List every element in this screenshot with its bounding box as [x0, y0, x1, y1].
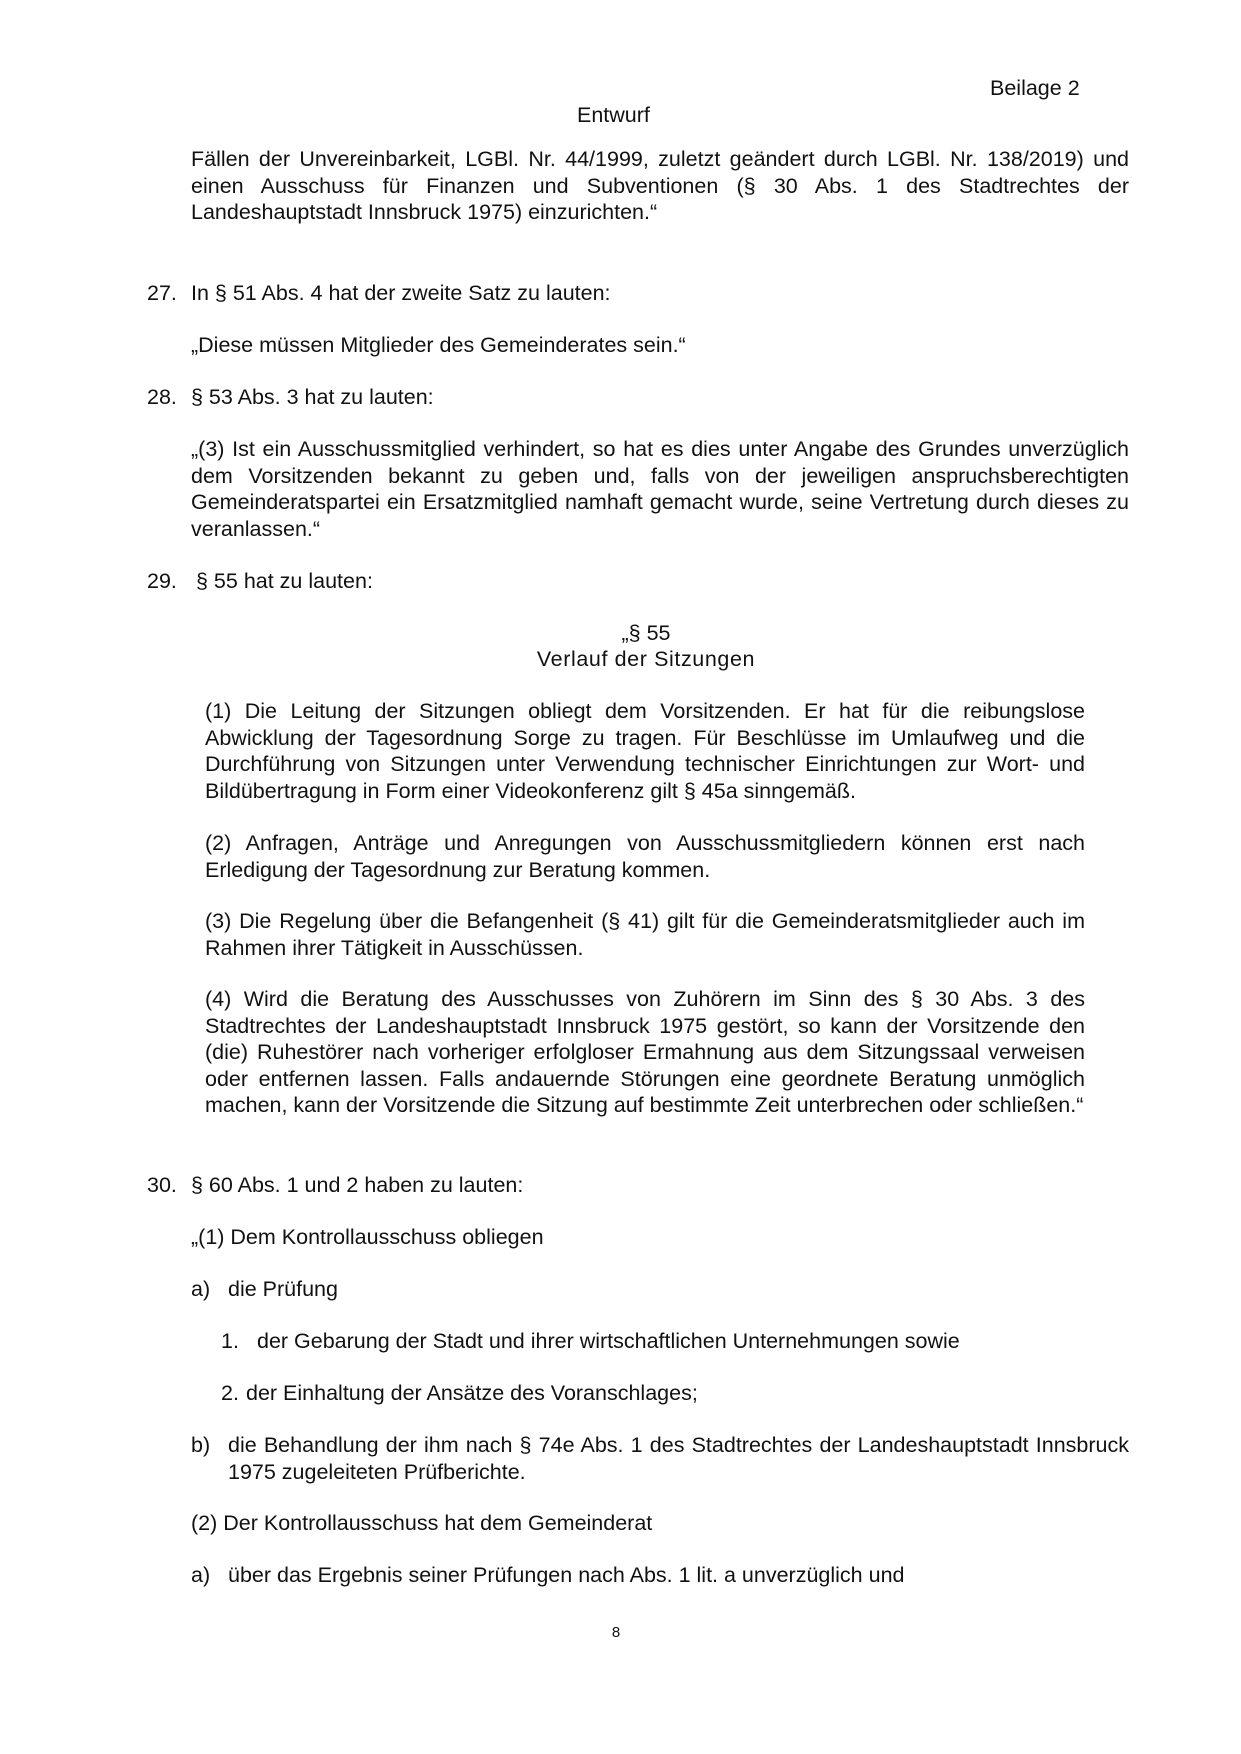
- list-label: b): [191, 1433, 211, 1457]
- sublist-item-text: der Einhaltung der Ansätze des Voranschlages;: [246, 1381, 698, 1405]
- quoted-text: „(3) Ist ein Ausschussmitglied verhindert, so hat es dies unter Angabe des Grundes unverzüglich dem Vorsitzenden bekannt zu geben und, falls von der jeweiligen anspruchsberechtigten Gemeinderatspartei ein Ersatzmitglied namhaft gemacht wurde, seine Vertretung durch dieses zu veranlassen.“: [191, 437, 1129, 541]
- list-label: a): [191, 1277, 211, 1301]
- item-heading: In § 51 Abs. 4 hat der zweite Satz zu lauten:: [191, 281, 611, 305]
- item-number: 30.: [147, 1173, 177, 1197]
- page-number: 8: [611, 1624, 621, 1641]
- list-item-text: die Prüfung: [228, 1277, 338, 1301]
- sublist-label: 1.: [221, 1329, 239, 1353]
- item-number: 29.: [147, 569, 177, 593]
- intro-continuation: Fällen der Unvereinbarkeit, LGBl. Nr. 44/1999, zuletzt geändert durch LGBl. Nr. 138/2019) und einen Ausschuss für Finanzen und Subventionen (§ 30 Abs. 1 des Stadtrechtes der Landeshauptstadt Innsbruck 1975) einzurichten.“: [191, 147, 1129, 224]
- subsection-intro: „(1) Dem Kontrollausschuss obliegen: [191, 1225, 544, 1249]
- section-number: „§ 55: [621, 621, 671, 645]
- list-item-text: über das Ergebnis seiner Prüfungen nach Abs. 1 lit. a unverzüglich und: [228, 1563, 905, 1587]
- section-paragraph-4: (4) Wird die Beratung des Ausschusses von Zuhörern im Sinn des § 30 Abs. 3 des Stadtrechtes der Landeshauptstadt Innsbruck 1975 gestört, so kann der Vorsitzende den (die) Ruhestörer nach vorheriger erfolgloser Ermahnung aus dem Sitzungssaal verweisen oder entfernen lassen. Falls andauernde Störungen eine geordnete Beratung unmöglich machen, kann der Vorsitzende die Sitzung auf bestimmte Zeit unterbrechen oder schließen.“: [205, 987, 1085, 1117]
- item-heading: § 60 Abs. 1 und 2 haben zu lauten:: [191, 1173, 524, 1197]
- section-title: Verlauf der Sitzungen: [536, 647, 756, 671]
- section-paragraph-3: (3) Die Regelung über die Befangenheit (§ 41) gilt für die Gemeinderatsmitglieder auch im Rahmen ihrer Tätigkeit in Ausschüssen.: [205, 909, 1085, 960]
- item-heading: § 53 Abs. 3 hat zu lauten:: [191, 385, 434, 409]
- attachment-label: Beilage 2: [990, 76, 1080, 100]
- item-number: 28.: [147, 385, 177, 409]
- list-item-text: die Behandlung der ihm nach § 74e Abs. 1 des Stadtrechtes der Landeshauptstadt Innsbruck 1975 zugeleiteten Prüfberichte.: [228, 1433, 1129, 1484]
- list-label: a): [191, 1563, 211, 1587]
- item-heading: § 55 hat zu lauten:: [196, 569, 373, 593]
- draft-label: Entwurf: [577, 103, 650, 127]
- quoted-text: „Diese müssen Mitglieder des Gemeinderates sein.“: [191, 333, 686, 357]
- section-paragraph-1: (1) Die Leitung der Sitzungen obliegt dem Vorsitzenden. Er hat für die reibungslose Abwicklung der Tagesordnung Sorge zu tragen. Für Beschlüsse im Umlaufweg und die Durchführung von Sitzungen unter Verwendung technischer Einrichtungen zur Wort- und Bildübertragung in Form einer Videokonferenz gilt § 45a sinngemäß.: [205, 699, 1085, 803]
- item-number: 27.: [147, 281, 177, 305]
- subsection-intro: (2) Der Kontrollausschuss hat dem Gemeinderat: [191, 1511, 653, 1535]
- sublist-label: 2.: [221, 1381, 239, 1405]
- sublist-item-text: der Gebarung der Stadt und ihrer wirtschaftlichen Unternehmungen sowie: [257, 1329, 960, 1353]
- section-paragraph-2: (2) Anfragen, Anträge und Anregungen von Ausschussmitgliedern können erst nach Erledigung der Tagesordnung zur Beratung kommen.: [205, 831, 1085, 882]
